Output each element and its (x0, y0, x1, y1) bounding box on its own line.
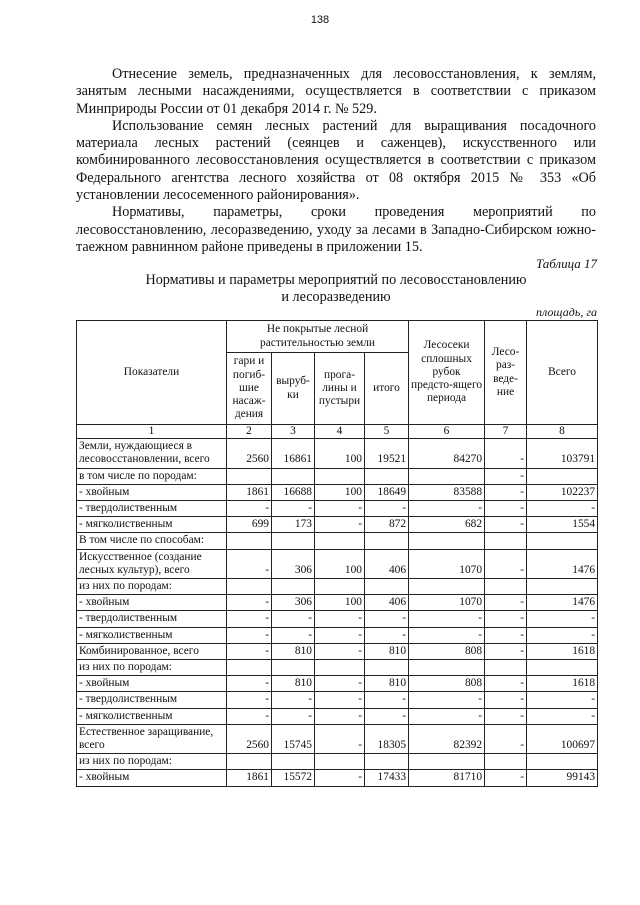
row-value: 810 (365, 643, 409, 659)
row-value: - (227, 708, 272, 724)
row-value (365, 579, 409, 595)
table-row (77, 708, 598, 724)
row-value: - (227, 692, 272, 708)
row-label: Естественное заращивание, всего (77, 724, 227, 753)
row-value: - (409, 611, 485, 627)
row-value (315, 579, 365, 595)
row-value: 872 (365, 517, 409, 533)
row-value: 810 (272, 676, 315, 692)
row-value: 102237 (527, 484, 598, 500)
row-value: 1070 (409, 595, 485, 611)
header-indicators: Показатели (77, 321, 227, 425)
column-number: 5 (365, 425, 409, 439)
column-number: 3 (272, 425, 315, 439)
table-row (77, 439, 598, 468)
column-number: 7 (485, 425, 527, 439)
column-numbers-row (77, 425, 598, 439)
row-value: - (227, 549, 272, 578)
column-number: 2 (227, 425, 272, 439)
column-number: 4 (315, 425, 365, 439)
row-value (409, 533, 485, 549)
row-value (227, 754, 272, 770)
row-value: 19521 (365, 439, 409, 468)
row-value: - (365, 627, 409, 643)
reforestation-table (76, 320, 598, 787)
row-value (409, 754, 485, 770)
row-value: - (227, 627, 272, 643)
table-row (77, 533, 598, 549)
table-row (77, 754, 598, 770)
row-value: - (365, 611, 409, 627)
row-value: 810 (365, 676, 409, 692)
row-value: - (315, 692, 365, 708)
row-value: - (227, 643, 272, 659)
row-label: - мягколиственным (77, 627, 227, 643)
row-value: 699 (227, 517, 272, 533)
row-value (365, 754, 409, 770)
row-label: - хвойным (77, 770, 227, 786)
row-value: - (315, 724, 365, 753)
row-value: - (485, 676, 527, 692)
row-value: - (272, 611, 315, 627)
row-value: 1070 (409, 549, 485, 578)
header-total: Всего (527, 321, 598, 425)
row-value: 306 (272, 549, 315, 578)
row-value: 17433 (365, 770, 409, 786)
table-row (77, 501, 598, 517)
row-value (227, 579, 272, 595)
row-value (409, 579, 485, 595)
row-value (227, 533, 272, 549)
row-value: 808 (409, 643, 485, 659)
row-value (365, 468, 409, 484)
row-value: 1476 (527, 595, 598, 611)
row-value (365, 660, 409, 676)
row-value: - (365, 501, 409, 517)
column-number: 6 (409, 425, 485, 439)
row-value: 406 (365, 595, 409, 611)
table-title (76, 272, 596, 306)
row-value (409, 660, 485, 676)
row-label: Земли, нуждающиеся в лесовосстановлении, всего (77, 439, 227, 468)
table-row (77, 579, 598, 595)
row-value: - (272, 692, 315, 708)
row-value: 2560 (227, 724, 272, 753)
row-value: - (485, 468, 527, 484)
row-value: - (527, 692, 598, 708)
row-value: - (315, 627, 365, 643)
row-value: - (409, 708, 485, 724)
row-value: - (527, 627, 598, 643)
table-title-line-1: Нормативы и параметры мероприятий по лесовосстановлению (145, 272, 527, 288)
table-row (77, 692, 598, 708)
paragraph-seed-use: Использование семян лесных растений для выращивания посадочного материала лесных растений (сеянцев и саженцев), искусственного или комбинированного лесовосстановления осуществляется в соответствии с приказом Федерального агентства лесного хозяйства от 08 октября 2015 № 353 «Об установлении лесосеменного районирования». (76, 117, 596, 204)
row-value: - (315, 643, 365, 659)
row-value (485, 754, 527, 770)
table-row (77, 676, 598, 692)
row-value (527, 660, 598, 676)
row-value: - (409, 627, 485, 643)
row-value: - (485, 595, 527, 611)
table-label: Таблица 17 (535, 256, 597, 271)
row-value (315, 533, 365, 549)
row-value (527, 754, 598, 770)
row-value: 100 (315, 549, 365, 578)
row-value: 406 (365, 549, 409, 578)
table-row (77, 660, 598, 676)
row-value: 810 (272, 643, 315, 659)
row-value: - (485, 770, 527, 786)
row-value: 2560 (227, 439, 272, 468)
row-value (485, 579, 527, 595)
row-label: - мягколиственным (77, 517, 227, 533)
row-label: в том числе по породам: (77, 468, 227, 484)
header-cutting-areas: Лесосеки сплошных рубок предсто-ящего периода (409, 321, 485, 425)
row-value: - (227, 676, 272, 692)
row-value: - (485, 439, 527, 468)
row-value (409, 468, 485, 484)
row-value: - (527, 611, 598, 627)
row-value: - (315, 770, 365, 786)
row-value (272, 754, 315, 770)
table-row (77, 611, 598, 627)
table-row (77, 724, 598, 753)
row-value: 84270 (409, 439, 485, 468)
column-number: 1 (77, 425, 227, 439)
row-value: - (315, 517, 365, 533)
row-value: 808 (409, 676, 485, 692)
row-value (485, 533, 527, 549)
row-value: - (485, 501, 527, 517)
row-label: из них по породам: (77, 660, 227, 676)
row-value: 103791 (527, 439, 598, 468)
row-label: - хвойным (77, 484, 227, 500)
table-row (77, 468, 598, 484)
row-value: 1554 (527, 517, 598, 533)
row-value: - (527, 501, 598, 517)
row-label: - твердолиственным (77, 611, 227, 627)
header-glades: прога-лины и пустыри (315, 353, 365, 425)
row-value: 1618 (527, 643, 598, 659)
row-value: - (272, 708, 315, 724)
row-label: из них по породам: (77, 754, 227, 770)
row-value: - (272, 627, 315, 643)
row-value: 173 (272, 517, 315, 533)
row-label: - твердолиственным (77, 692, 227, 708)
header-afforestation: Лесо-раз-веде-ние (485, 321, 527, 425)
table-row (77, 595, 598, 611)
column-number: 8 (527, 425, 598, 439)
row-value: 1618 (527, 676, 598, 692)
row-value: 100 (315, 484, 365, 500)
row-value (527, 533, 598, 549)
row-value (527, 468, 598, 484)
row-value: 1861 (227, 484, 272, 500)
header-not-covered: Не покрытые лесной растительностью земли (227, 321, 409, 353)
row-value: - (485, 517, 527, 533)
row-value: 15572 (272, 770, 315, 786)
row-value: 18649 (365, 484, 409, 500)
unit-note: площадь, га (536, 305, 597, 319)
row-value: - (227, 611, 272, 627)
row-label: - мягколиственным (77, 708, 227, 724)
row-value: - (485, 724, 527, 753)
row-label: Комбинированное, всего (77, 643, 227, 659)
row-value (527, 579, 598, 595)
row-value (227, 660, 272, 676)
row-value: - (227, 595, 272, 611)
paragraph-land-attribution: Отнесение земель, предназначенных для лесовосстановления, к землям, занятым лесными насаждениями, осуществляется в соответствии с приказом Минприроды России от 01 декабря 2014 г. № 529. (76, 66, 596, 117)
row-value: - (485, 692, 527, 708)
row-value (272, 579, 315, 595)
table-row (77, 770, 598, 786)
row-value: 1861 (227, 770, 272, 786)
row-value: - (527, 708, 598, 724)
row-value: 99143 (527, 770, 598, 786)
row-value: - (485, 484, 527, 500)
table-row (77, 627, 598, 643)
row-label: - хвойным (77, 676, 227, 692)
row-value: 82392 (409, 724, 485, 753)
row-value: - (409, 692, 485, 708)
row-value: - (485, 627, 527, 643)
row-value (272, 468, 315, 484)
row-value: - (485, 708, 527, 724)
row-value: 16688 (272, 484, 315, 500)
row-value: 83588 (409, 484, 485, 500)
row-value: 16861 (272, 439, 315, 468)
header-subtotal: итого (365, 353, 409, 425)
row-label: - твердолиственным (77, 501, 227, 517)
row-value: 18305 (365, 724, 409, 753)
row-value: - (365, 692, 409, 708)
row-value (485, 660, 527, 676)
row-value: - (272, 501, 315, 517)
table-title-line-2: и лесоразведению (281, 289, 391, 305)
row-value: - (485, 643, 527, 659)
row-value: - (485, 549, 527, 578)
row-value (227, 468, 272, 484)
row-label: из них по породам: (77, 579, 227, 595)
header-clearings: выруб-ки (272, 353, 315, 425)
header-burned: гари и погиб-шие насаж-дения (227, 353, 272, 425)
row-value: 1476 (527, 549, 598, 578)
row-value: - (315, 708, 365, 724)
row-value: - (485, 611, 527, 627)
body-text (76, 66, 596, 256)
table-row (77, 484, 598, 500)
row-value: - (365, 708, 409, 724)
row-value: - (315, 501, 365, 517)
row-value: - (409, 501, 485, 517)
table-row (77, 549, 598, 578)
row-value: - (315, 611, 365, 627)
row-value (315, 754, 365, 770)
paragraph-norms-reference: Нормативы, параметры, сроки проведения мероприятий по лесовосстановлению, лесоразведению, уходу за лесами в Западно-Сибирском южно-таежном равнинном районе приведены в приложении 15. (76, 204, 596, 255)
row-value: 100697 (527, 724, 598, 753)
row-value: 682 (409, 517, 485, 533)
row-label: В том числе по способам: (77, 533, 227, 549)
row-value (315, 468, 365, 484)
page-number: 138 (310, 14, 330, 26)
row-label: - хвойным (77, 595, 227, 611)
table-row (77, 517, 598, 533)
row-value (272, 660, 315, 676)
row-value: - (227, 501, 272, 517)
row-value: 15745 (272, 724, 315, 753)
row-value (365, 533, 409, 549)
row-value: 100 (315, 595, 365, 611)
row-value (315, 660, 365, 676)
row-value (272, 533, 315, 549)
row-value: - (315, 676, 365, 692)
row-value: 100 (315, 439, 365, 468)
row-value: 81710 (409, 770, 485, 786)
row-value: 306 (272, 595, 315, 611)
row-label: Искусственное (создание лесных культур), всего (77, 549, 227, 578)
table-row (77, 643, 598, 659)
